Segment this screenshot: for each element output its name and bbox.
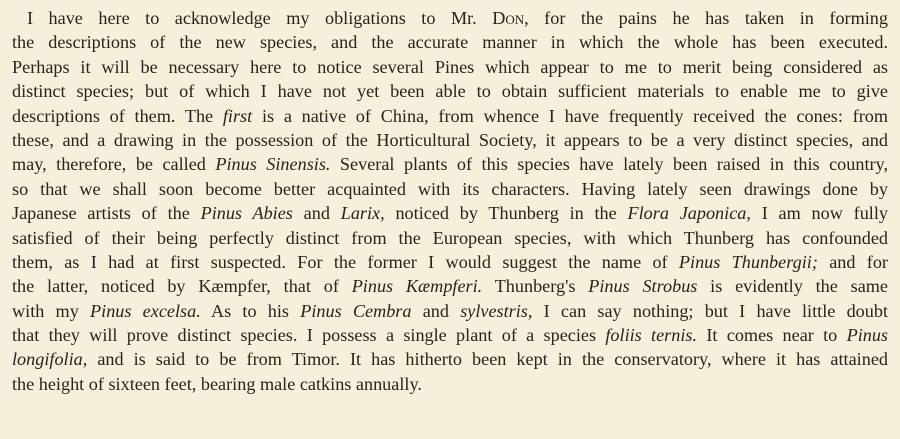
italic-text: Pinus Cembra [300, 300, 412, 321]
italic-text: Pinus Kæmpferi. [351, 276, 483, 297]
text-line [12, 177, 888, 201]
text-run: satisfied of their being perfectly distinct from the European species, with which Thunberg has confounded [12, 227, 888, 248]
text-line [12, 152, 888, 176]
text-line [12, 104, 888, 128]
text-run: I have here to acknowledge my obligations to Mr. [27, 8, 493, 28]
text-line [12, 79, 888, 103]
body-paragraph [12, 6, 888, 396]
text-run: that they will prove distinct species. I possess a single plant of a species [12, 325, 606, 346]
italic-text: Pinus Sinensis. [215, 154, 331, 175]
text-line [12, 299, 888, 323]
text-line [12, 128, 888, 152]
text-run: and [292, 203, 341, 224]
text-run: distinct species; but of which I have not yet been able to obtain sufficient materials to enable me to give [12, 81, 888, 102]
italic-text: Pinus [846, 325, 889, 346]
text-line [12, 6, 888, 30]
italic-text: Pinus excelsa. [90, 300, 201, 321]
text-run: As to his [200, 300, 301, 321]
text-run: Several plants of this species have lately been raised in this country, [330, 154, 889, 175]
text-run: and for [817, 251, 888, 272]
text-line [12, 274, 888, 298]
text-run: may, therefore, be called [12, 154, 216, 175]
text-line [12, 372, 888, 396]
text-run: with my [12, 300, 91, 321]
text-run: I can say nothing; but I have little doubt [532, 300, 888, 321]
text-run: the latter, noticed by Kæmpfer, that of [12, 276, 352, 297]
italic-text: Larix, [340, 203, 385, 224]
italic-text: Pinus Abies [200, 203, 293, 224]
text-run: Japanese artists of the [12, 203, 201, 224]
text-line [12, 250, 888, 274]
text-run: is a native of China, from whence I have frequently received the cones: from [252, 105, 888, 126]
text-run: the height of sixteen feet, bearing male catkins annually. [12, 373, 422, 394]
text-line [12, 226, 888, 250]
small-caps-text: Don [492, 8, 525, 28]
text-run: the descriptions of the new species, and the accurate manner in which the whole has been executed. [12, 32, 888, 53]
text-run: Thunberg's [482, 276, 589, 297]
text-run: and [411, 300, 461, 321]
text-run: , for the pains he has taken in forming [524, 8, 888, 28]
text-run: is evidently the same [697, 276, 888, 297]
text-run: noticed by Thunberg in the [384, 203, 628, 224]
text-line [12, 30, 888, 54]
text-run: these, and a drawing in the possession of the Horticultural Society, it appears to be a very distinct species, and [12, 129, 888, 150]
text-run: Perhaps it will be necessary here to notice several Pines which appear to me to merit being considered as [12, 56, 888, 77]
text-line [12, 347, 888, 371]
italic-text: longifolia, [12, 349, 88, 370]
text-run: so that we shall soon become better acquainted with its characters. Having lately seen drawings done by [12, 178, 888, 199]
italic-text: first [222, 105, 253, 126]
italic-text: Flora Japonica, [627, 203, 751, 224]
text-run: It comes near to [697, 325, 847, 346]
text-line [12, 55, 888, 79]
text-run: them, as I had at first suspected. For the former I would suggest the name of [12, 251, 679, 272]
italic-text: Pinus Strobus [588, 276, 698, 297]
text-run: descriptions of them. The [12, 105, 223, 126]
text-run: and is said to be from Timor. It has hitherto been kept in the conservatory, where it has attained [87, 349, 888, 370]
text-run: I am now fully [750, 203, 889, 224]
text-line [12, 201, 888, 225]
italic-text: foliis ternis. [605, 325, 698, 346]
text-line [12, 323, 888, 347]
italic-text: Pinus Thunbergii; [678, 251, 818, 272]
italic-text: sylvestris, [460, 300, 533, 321]
